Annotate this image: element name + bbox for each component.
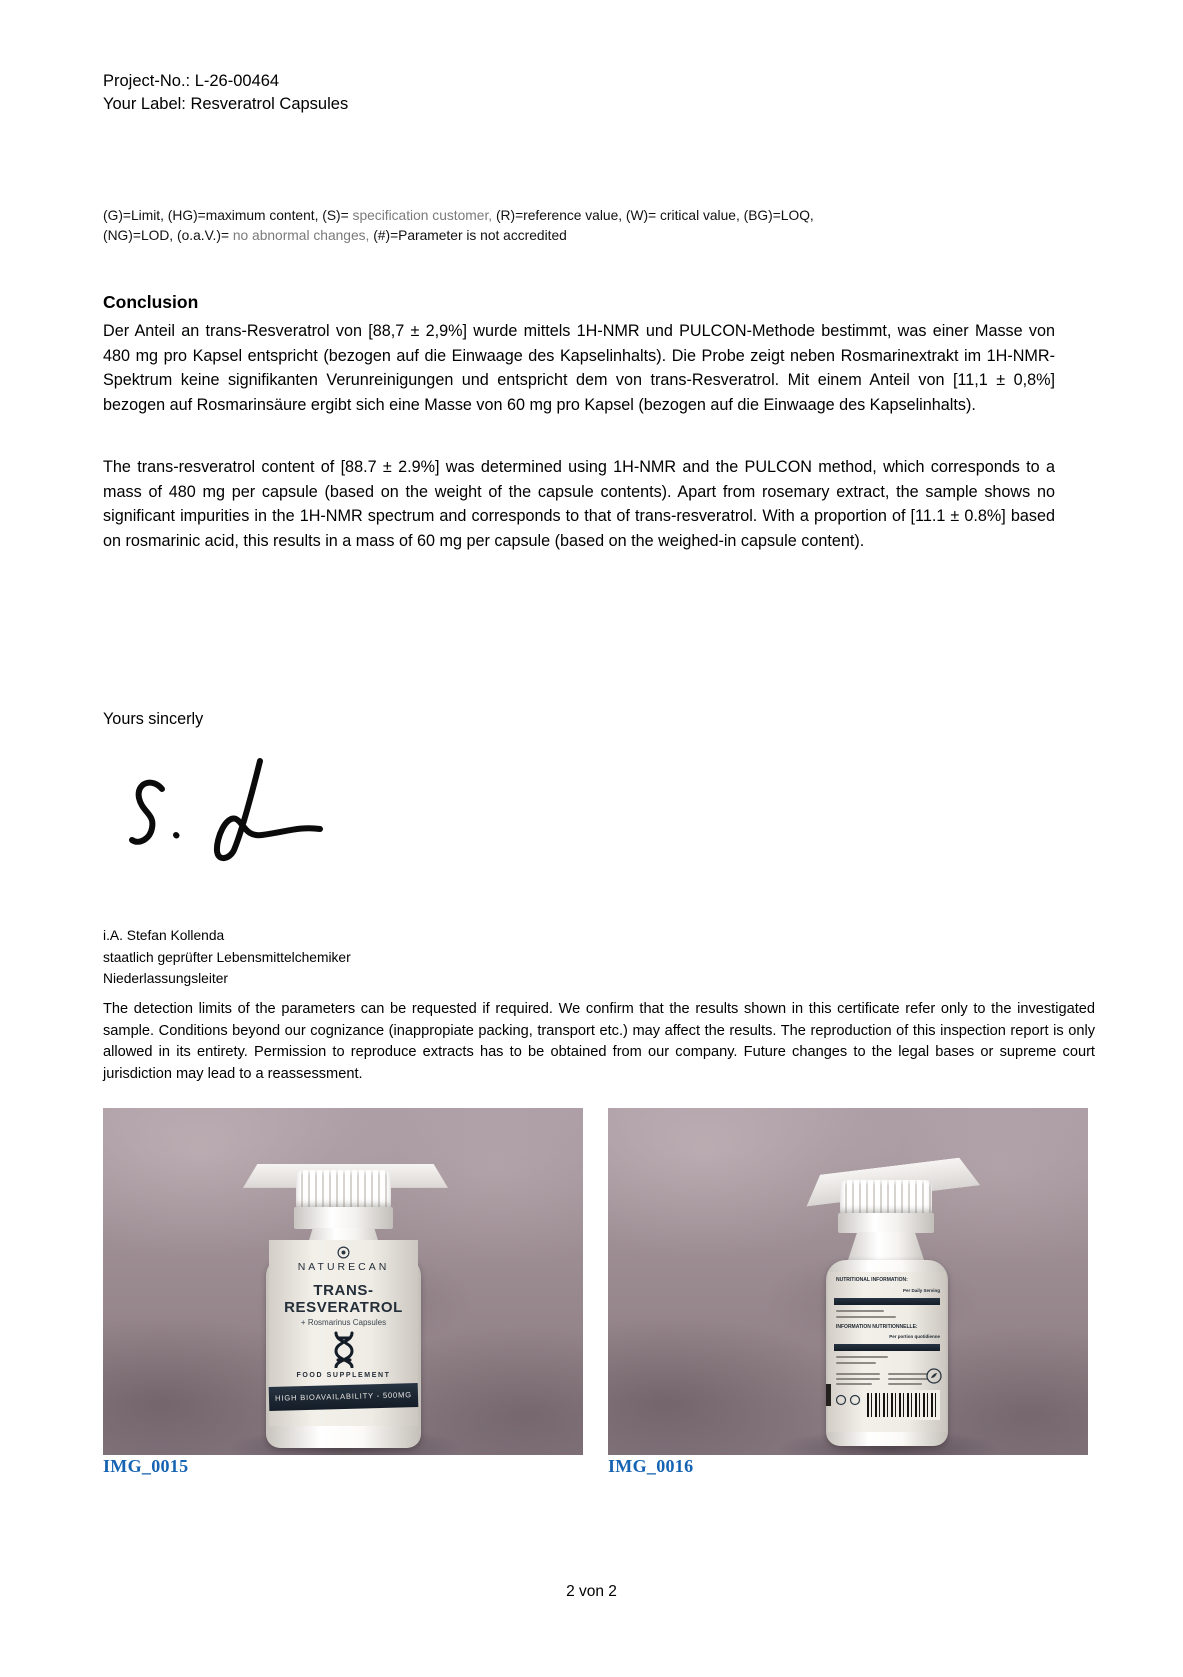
legend-line-1 (103, 206, 814, 226)
bottle-cap-base (838, 1213, 934, 1233)
legend-text: (#)=Parameter is not accredited (369, 228, 567, 243)
bottle-body (826, 1260, 948, 1446)
product-subtitle: + Rosmarinus Capsules (300, 1318, 387, 1327)
conclusion-paragraph-german: Der Anteil an trans-Resveratrol von [88,7 ± 2,9%] wurde mittels 1H-NMR und PULCON-Methode bestimmt, was einer Masse von 480 mg pro Kapsel entspricht (bezogen auf die Einwaage des Kapselinhalts). Die Probe zeigt neben Rosmarinextrakt im 1H-NMR-Spektrum keine signifikanten Verunreinigungen und entspricht dem von trans-Resveratrol. Mit einem Anteil von [11,1 ± 0,8%] bezogen auf Rosmarinsäure ergibt sich eine Masse von 60 mg pro Kapsel (bezogen auf die Einwaage des Kapselinhalts). (103, 322, 1055, 414)
photo-caption-2: IMG_0016 (608, 1456, 694, 1476)
micro-text-line (836, 1310, 884, 1312)
product-name-line1: TRANS- (313, 1282, 374, 1299)
per-serving-en: Per Daily Serving (902, 1288, 940, 1293)
micro-text-line (836, 1373, 880, 1375)
per-serving-fr: Per portion quotidienne (889, 1334, 940, 1339)
signatory-name: i.A. Stefan Kollenda (103, 928, 225, 943)
bottle-cap (840, 1180, 932, 1214)
micro-text-line (836, 1378, 880, 1380)
photo-bottle-back (608, 1108, 1088, 1455)
dna-icon (269, 1330, 418, 1373)
disclaimer-paragraph: The detection limits of the parameters can be requested if required. We confirm that the results shown in this certificate refer only to the investigated sample. Conditions beyond our cognizance (inappropiate packing, transport etc.) may affect the results. The reproduction of this inspection report is only allowed in its entirety. Permission to reproduce extracts has to be obtained from our company. Future changes to the legal bases or supreme court jurisdiction may lead to a reassessment. (103, 1001, 1095, 1082)
micro-text-line (836, 1362, 876, 1364)
micro-text-line (836, 1316, 896, 1318)
legend-text-muted: no abnormal changes, (232, 228, 370, 243)
barcode (864, 1390, 940, 1420)
signatory-block (103, 925, 351, 990)
brand-name: NATURECAN (297, 1261, 390, 1273)
page-number: 2 von 2 (566, 1583, 617, 1600)
legend-text: (NG)=LOD, (o.a.V.)= (103, 228, 233, 243)
signatory-title-1: staatlich geprüfter Lebensmittelchemiker (103, 949, 351, 965)
legend-text-muted: specification customer, (352, 208, 493, 223)
bottle-body (266, 1256, 421, 1448)
micro-text-line (888, 1378, 928, 1380)
conclusion-paragraph-english: The trans-resveratrol content of [88.7 ± 2.9%] was determined using 1H-NMR and the PULCON method, which corresponds to a mass of 480 mg per capsule (based on the weight of the capsule contents). Apart from rosemary extract, the sample shows no significant impurities in the 1H-NMR spectrum and corresponds to that of trans-resveratrol. With a proportion of [11.1 ± 0.8%] based on rosmarinic acid, this results in a mass of 60 mg per capsule (based on the weighed-in capsule content). (103, 458, 1055, 550)
signatory-title-2: Niederlassungsleiter (103, 971, 229, 986)
nutrition-table-bar-2 (834, 1344, 940, 1351)
recycle-icons (836, 1394, 862, 1406)
nutrition-header-en: NUTRITIONAL INFORMATION: (836, 1277, 908, 1283)
conclusion-heading: Conclusion (103, 292, 199, 312)
bottle-front-label (269, 1240, 418, 1426)
food-supplement-text: FOOD SUPPLEMENT (296, 1372, 391, 1379)
product-name-line2: RESVERATROL (284, 1299, 403, 1316)
micro-text-line (888, 1383, 922, 1385)
bottle-cap-base (294, 1207, 393, 1229)
closing-salutation: Yours sincerly (103, 710, 204, 728)
legend-line-2 (103, 226, 814, 246)
micro-text-line (888, 1373, 928, 1375)
page-header (103, 70, 348, 116)
photo-bottle-front (103, 1108, 583, 1455)
sample-label: Your Label: Resveratrol Capsules (103, 95, 349, 113)
bioavailability-band: HIGH BIOAVAILABILITY - 500MG (269, 1383, 419, 1411)
handwritten-signature (122, 755, 352, 870)
photo-caption-1: IMG_0015 (103, 1456, 189, 1476)
label-edge-mark (826, 1384, 831, 1406)
bottle-cap (296, 1170, 391, 1208)
abbreviation-legend (103, 206, 814, 246)
legend-text: (G)=Limit, (HG)=maximum content, (S)= (103, 208, 353, 223)
legend-text: (R)=reference value, (W)= critical value, (BG)=LOQ, (492, 208, 814, 223)
bottle-back-label (828, 1272, 946, 1432)
nutrition-table-bar-1 (834, 1298, 940, 1305)
project-number: Project-No.: L-26-00464 (103, 72, 280, 90)
micro-text-line (836, 1356, 888, 1358)
vegan-stamp-icon (926, 1368, 942, 1384)
nutrition-header-fr: INFORMATION NUTRITIONNELLE: (836, 1324, 918, 1330)
micro-text-line (836, 1383, 872, 1385)
